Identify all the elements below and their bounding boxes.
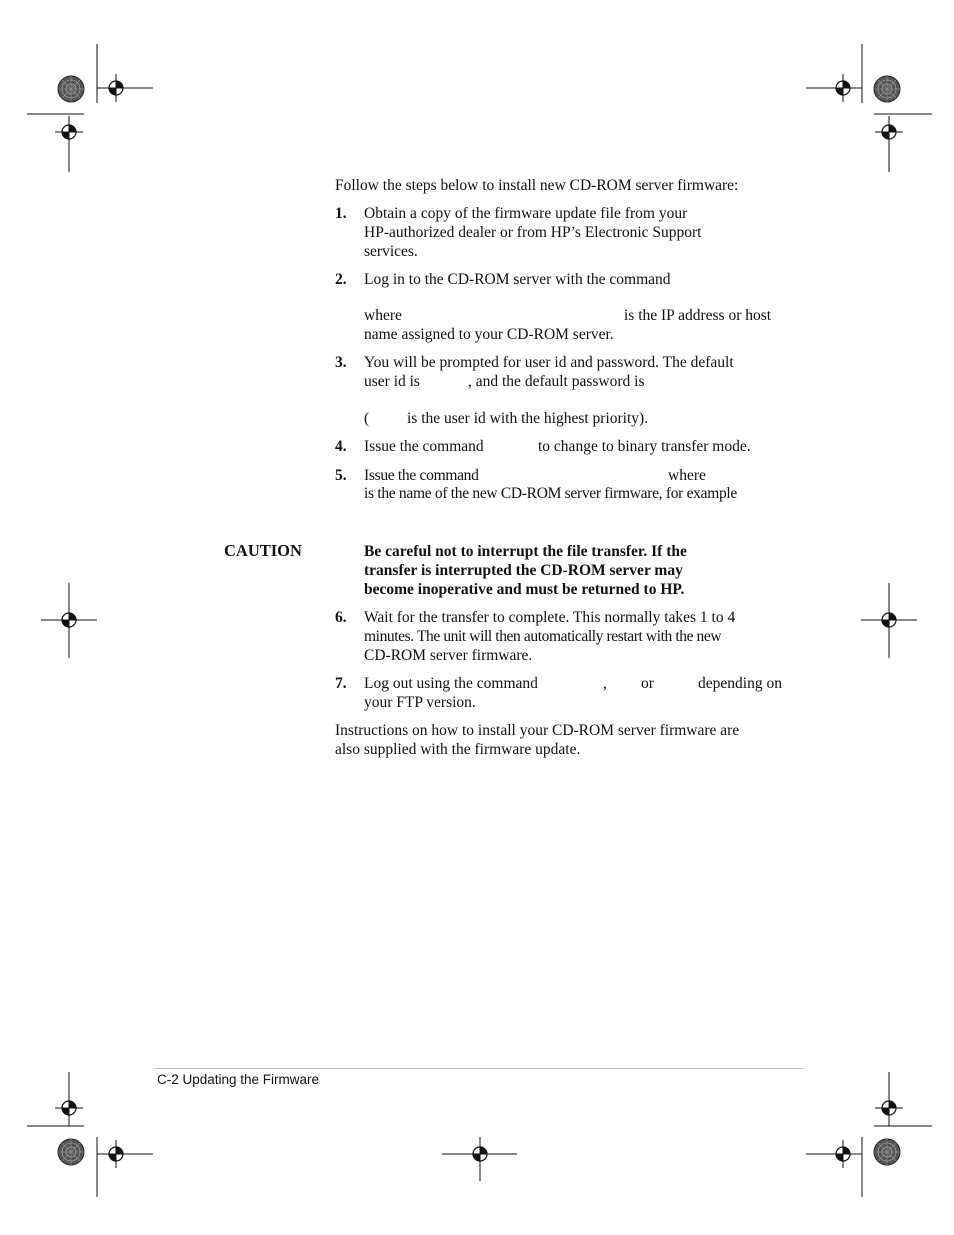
step-text: Issue the command (364, 467, 479, 484)
step-text: user id is (364, 373, 420, 390)
step-number: 2. (335, 271, 347, 288)
step-text: Log in to the CD-ROM server with the command (364, 271, 671, 288)
step-text: You will be prompted for user id and password. The default (364, 354, 734, 371)
step-text: your FTP version. (364, 694, 476, 711)
step-number: 4. (335, 438, 347, 455)
step-number: 3. (335, 354, 347, 371)
step-text: Issue the command (364, 438, 484, 455)
step-text: , (603, 675, 607, 692)
step-text: ( (364, 410, 370, 427)
step-text: where (668, 467, 706, 484)
step-text: , and the default password is (468, 373, 645, 390)
step-text: to change to binary transfer mode. (538, 438, 751, 455)
step-number: 5. (335, 467, 347, 484)
closing-line: also supplied with the firmware update. (335, 741, 581, 758)
step-text: is the user id with the highest priority). (407, 410, 649, 427)
caution-line: become inoperative and must be returned to HP. (364, 581, 685, 598)
step-text: Log out using the command (364, 675, 538, 692)
step-number: 6. (335, 609, 347, 626)
closing-paragraph (335, 721, 739, 759)
page-footer: C-2 Updating the Firmware (157, 1072, 320, 1087)
step-text: where (364, 307, 402, 324)
step-number: 1. (335, 205, 347, 222)
step-text: depending on (698, 675, 782, 692)
footer-rule (155, 1068, 803, 1069)
caution-text (364, 542, 687, 599)
step-text: HP-authorized dealer or from HP’s Electronic Support (364, 224, 702, 241)
step-text: services. (364, 243, 418, 260)
caution-label: CAUTION (224, 541, 302, 560)
step-text: is the IP address or host (624, 307, 772, 324)
step-number: 7. (335, 675, 347, 692)
step-text: Wait for the transfer to complete. This normally takes 1 to 4 (364, 609, 736, 626)
step-text: name assigned to your CD-ROM server. (364, 326, 614, 343)
closing-line: Instructions on how to install your CD-ROM server firmware are (335, 722, 740, 739)
step-text: minutes. The unit will then automatically restart with the new (364, 628, 722, 645)
intro-paragraph: Follow the steps below to install new CD-ROM server firmware: (335, 177, 739, 194)
caution-line: transfer is interrupted the CD-ROM server may (364, 562, 683, 579)
step-text: CD-ROM server firmware. (364, 647, 533, 664)
step-text: is the name of the new CD-ROM server firmware, for example (364, 485, 737, 502)
caution-line: Be careful not to interrupt the file transfer. If the (364, 543, 687, 560)
step-text: Obtain a copy of the firmware update file from your (364, 205, 688, 222)
step-text: or (641, 675, 654, 692)
